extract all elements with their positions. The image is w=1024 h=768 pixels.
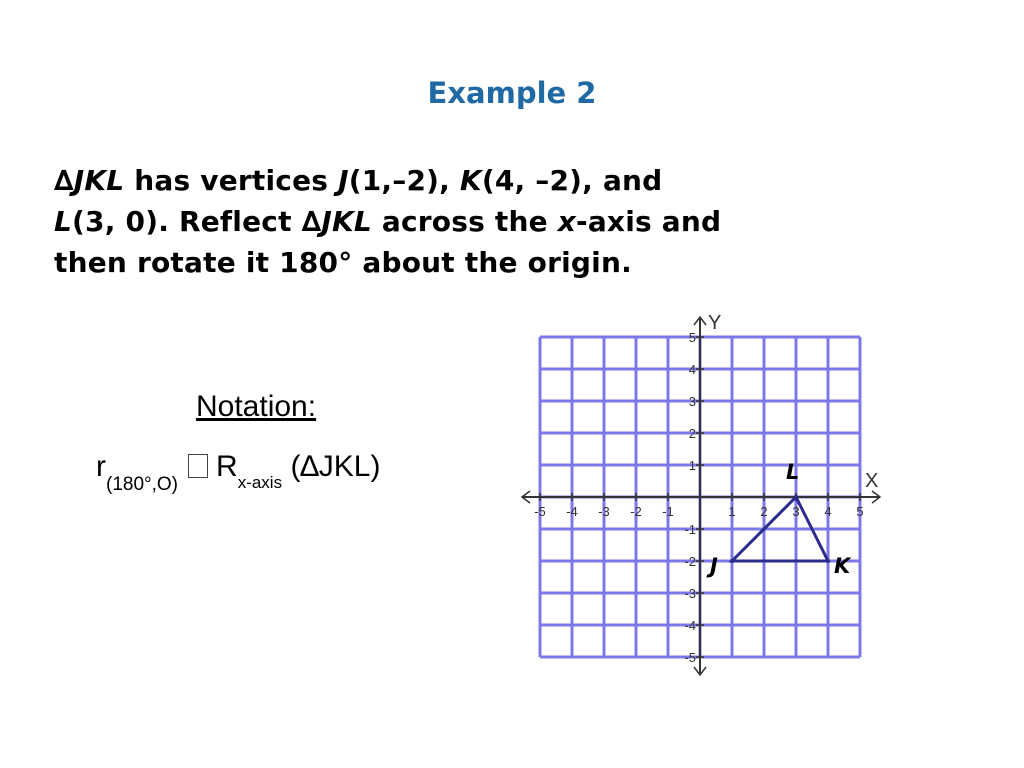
problem-text: -axis and	[576, 205, 722, 238]
y-tick-label: 1	[688, 458, 696, 473]
triangle-symbol: ∆	[301, 205, 322, 238]
problem-text: has vertices	[124, 164, 339, 197]
slide-title: Example 2	[427, 76, 597, 110]
notation-argument: (∆JKL)	[290, 450, 381, 483]
reflection-symbol: R	[216, 450, 238, 483]
problem-text: (3, 0). Reflect	[72, 205, 302, 238]
x-tick-label: -3	[598, 504, 610, 519]
x-tick-label: 1	[728, 504, 736, 519]
notation-heading: Notation:	[196, 390, 317, 423]
rotation-symbol: r	[96, 450, 106, 483]
x-tick-label: -5	[534, 504, 546, 519]
y-tick-label: -5	[684, 650, 696, 665]
triangle-symbol: ∆	[54, 164, 74, 197]
vertex-j-coord: (1,–2),	[348, 164, 460, 197]
rotation-subscript: (180°,O)	[106, 474, 179, 495]
x-tick-label: 3	[792, 504, 800, 519]
vertex-label-k: K	[834, 554, 851, 578]
y-tick-label: 4	[688, 362, 696, 377]
reflection-subscript: x-axis	[237, 473, 283, 492]
y-tick-label: 3	[688, 394, 696, 409]
x-variable: x	[557, 205, 577, 238]
y-tick-label: -3	[684, 586, 696, 601]
vertex-k-coord: (4, –2), and	[481, 164, 663, 197]
x-tick-label: 4	[824, 504, 832, 519]
vertex-point-l	[794, 495, 798, 499]
vertex-point-k	[826, 559, 830, 563]
x-tick-label: -4	[566, 504, 578, 519]
x-tick-label: 5	[856, 504, 864, 519]
triangle-name: JKL	[73, 164, 125, 197]
y-tick-label: 5	[688, 330, 696, 345]
y-tick-label: -4	[684, 618, 696, 633]
y-tick-label: 2	[688, 426, 696, 441]
x-axis-label: X	[865, 470, 879, 492]
vertex-k-name: K	[459, 164, 482, 197]
vertex-point-j	[730, 559, 734, 563]
triangle-name: JKL	[321, 205, 372, 238]
problem-text: across the	[371, 205, 558, 238]
x-tick-label: -1	[662, 504, 674, 519]
x-tick-label: -2	[630, 504, 642, 519]
y-axis-label: Y	[708, 312, 722, 334]
vertex-label-l: L	[786, 460, 800, 484]
vertex-j-name: J	[338, 164, 349, 197]
problem-line-3: then rotate it 180° about the origin.	[54, 246, 632, 279]
y-tick-label: -1	[684, 522, 696, 537]
x-tick-label: 2	[760, 504, 768, 519]
y-tick-label: -2	[684, 554, 696, 569]
vertex-l-name: L	[54, 205, 73, 238]
vertex-label-j: J	[710, 554, 718, 578]
